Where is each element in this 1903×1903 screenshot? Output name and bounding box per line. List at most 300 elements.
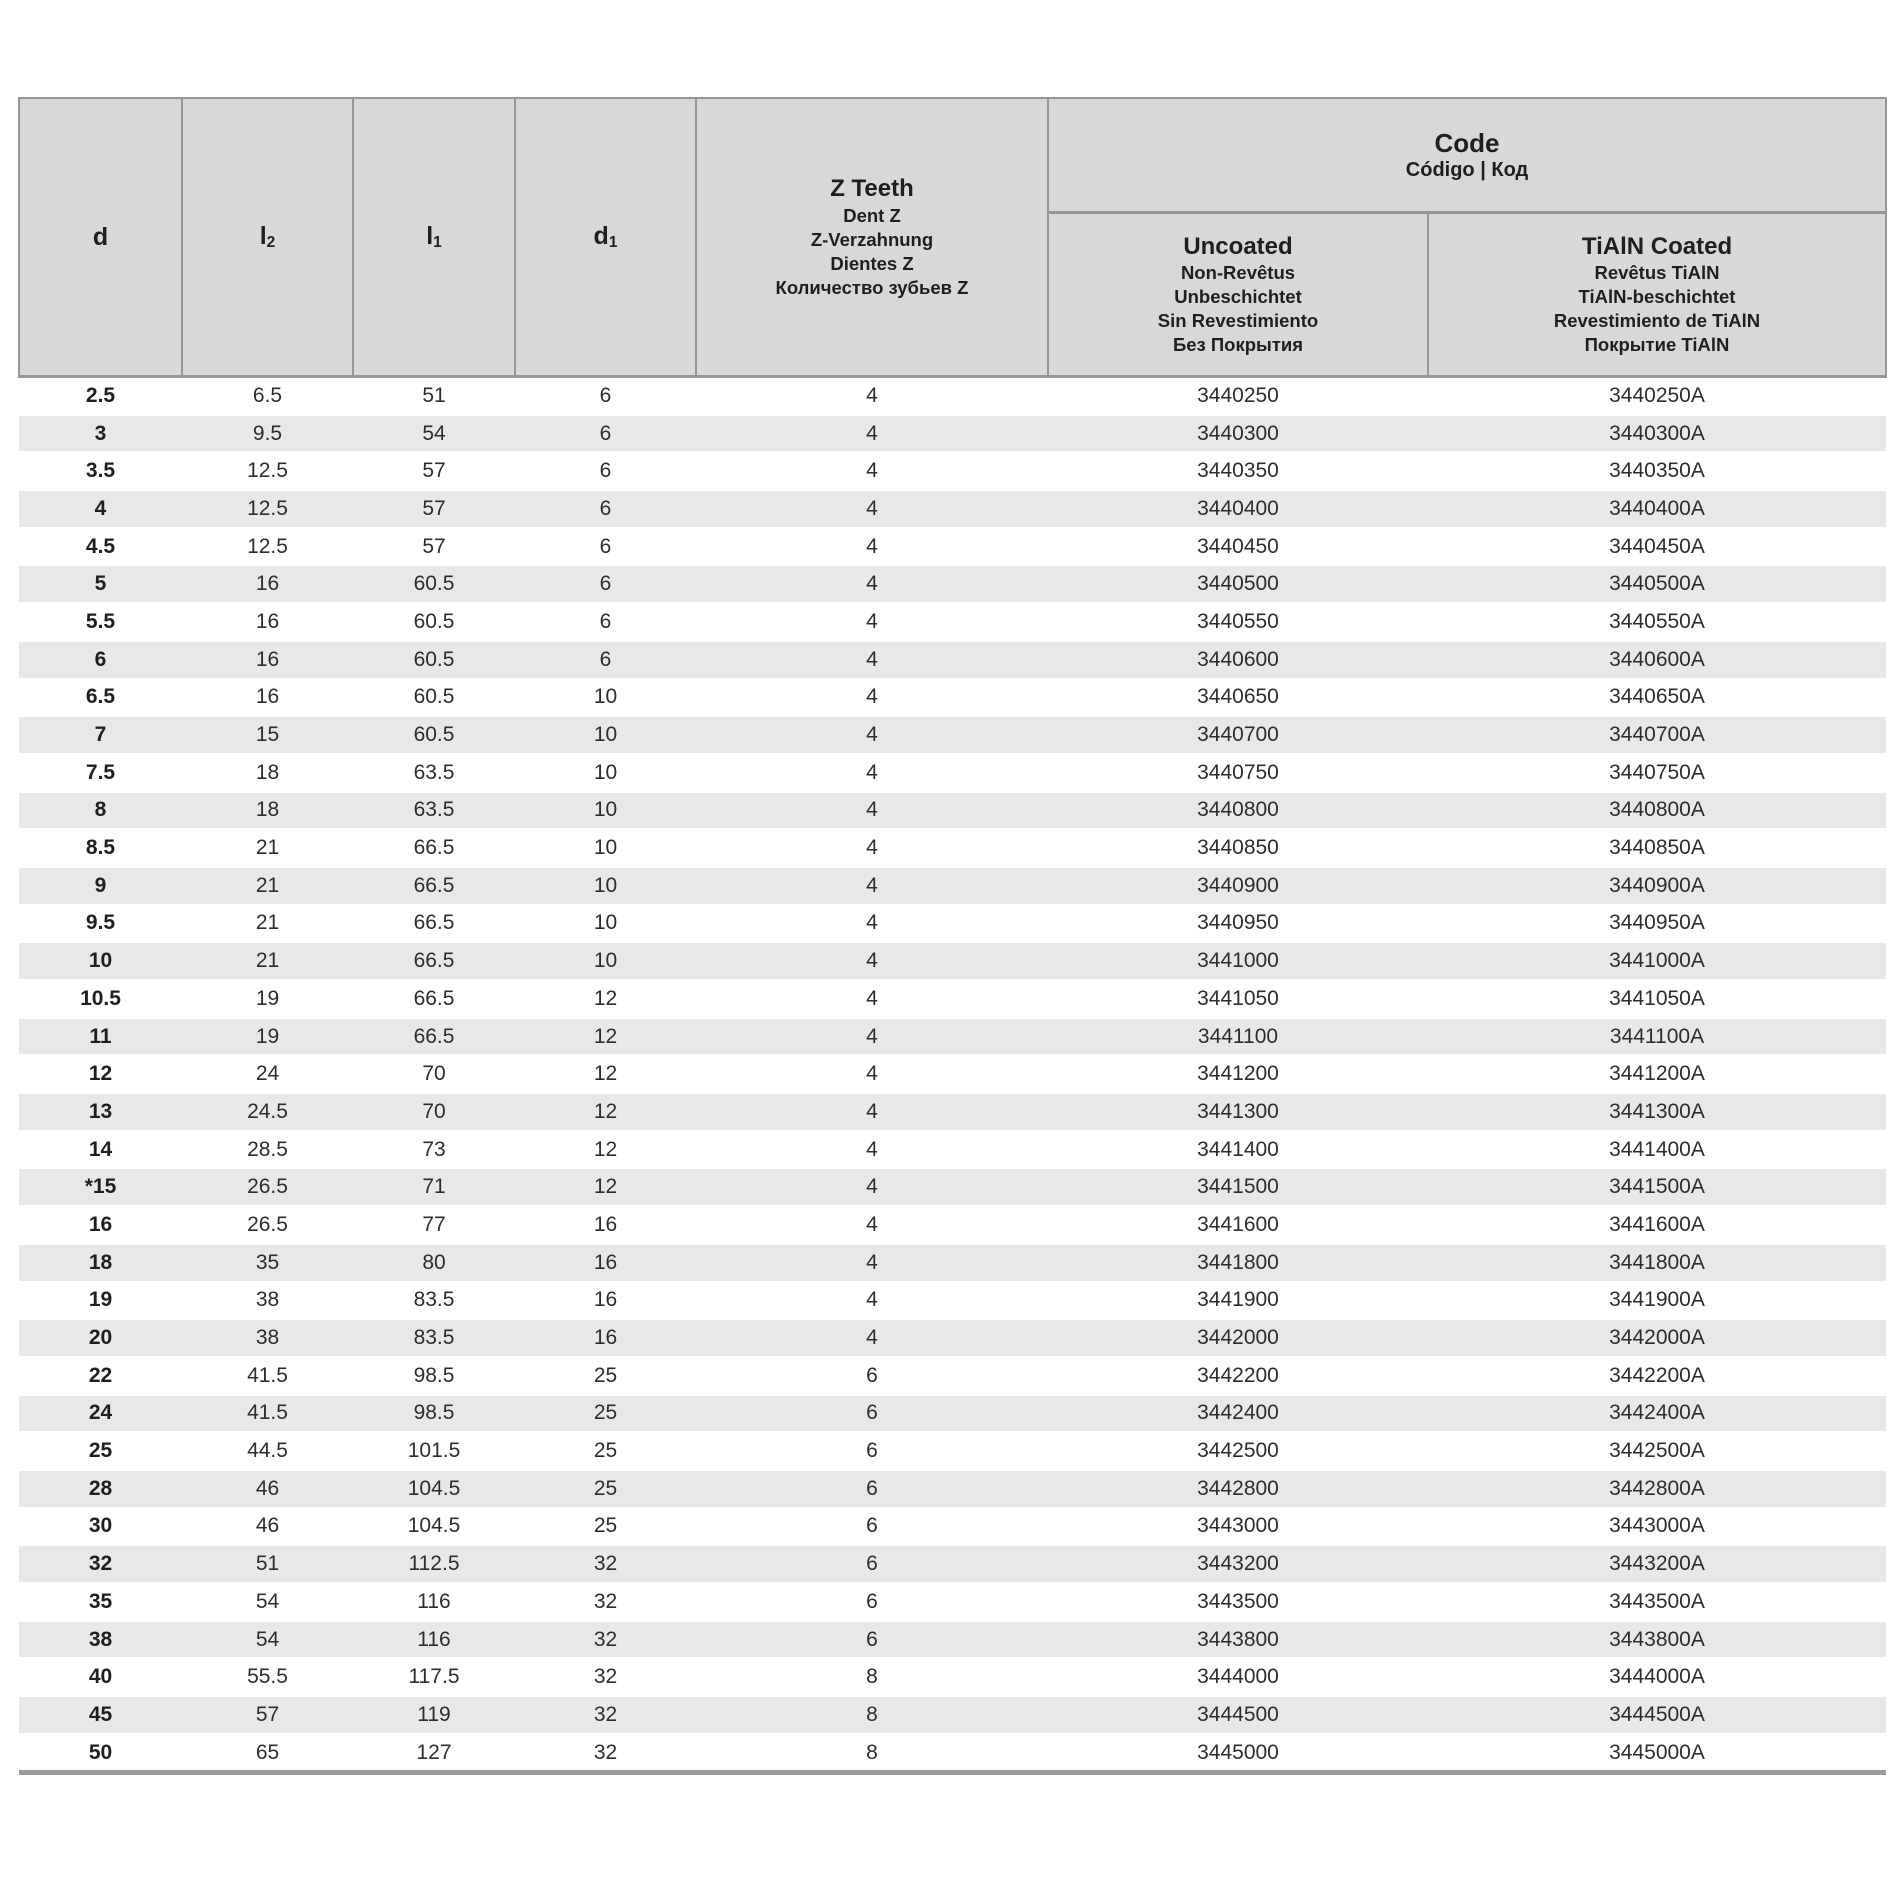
table-cell-l2: 6.5	[182, 377, 353, 415]
table-body	[19, 377, 1886, 1773]
table-cell-d: 11	[19, 1018, 182, 1056]
table-row	[19, 603, 1886, 641]
tialn-title: TiAlN Coated	[1581, 232, 1733, 260]
table-cell-l1: 70	[353, 1055, 515, 1093]
table-cell-code_tialn_coated: 3442200A	[1428, 1357, 1886, 1395]
table-cell-code_tialn_coated: 3440600A	[1428, 641, 1886, 679]
uncoated-subtitle-ru: Без Покрытия	[1172, 334, 1304, 356]
table-cell-l2: 41.5	[182, 1395, 353, 1433]
table-cell-d: 6.5	[19, 679, 182, 717]
table-cell-code_tialn_coated: 3443000A	[1428, 1508, 1886, 1546]
table-row	[19, 1282, 1886, 1320]
table-cell-d1: 32	[515, 1621, 696, 1659]
table-cell-d: 19	[19, 1282, 182, 1320]
table-row	[19, 905, 1886, 943]
table-cell-code_uncoated: 3441050	[1048, 980, 1428, 1018]
table-row	[19, 867, 1886, 905]
table-cell-code_tialn_coated: 3441400A	[1428, 1131, 1886, 1169]
table-row	[19, 1734, 1886, 1773]
table-cell-l2: 18	[182, 792, 353, 830]
table-cell-z_teeth: 6	[696, 1621, 1048, 1659]
table-cell-z_teeth: 4	[696, 1093, 1048, 1131]
table-cell-d: 4.5	[19, 528, 182, 566]
table-cell-l2: 19	[182, 980, 353, 1018]
table-cell-l2: 54	[182, 1621, 353, 1659]
table-row	[19, 490, 1886, 528]
table-cell-d: 50	[19, 1734, 182, 1773]
table-cell-d1: 6	[515, 603, 696, 641]
table-cell-z_teeth: 4	[696, 905, 1048, 943]
table-row	[19, 1621, 1886, 1659]
table-cell-code_uncoated: 3443500	[1048, 1583, 1428, 1621]
table-cell-l1: 66.5	[353, 905, 515, 943]
table-cell-d1: 16	[515, 1282, 696, 1320]
table-cell-d: 40	[19, 1658, 182, 1696]
table-cell-z_teeth: 4	[696, 829, 1048, 867]
table-cell-l2: 19	[182, 1018, 353, 1056]
table-cell-z_teeth: 4	[696, 754, 1048, 792]
table-cell-l2: 38	[182, 1282, 353, 1320]
table-cell-code_uncoated: 3440700	[1048, 716, 1428, 754]
table-row	[19, 1244, 1886, 1282]
z-teeth-subtitle-es: Dientes Z	[830, 252, 914, 274]
table-cell-code_tialn_coated: 3440700A	[1428, 716, 1886, 754]
table-cell-d: 2.5	[19, 377, 182, 415]
table-cell-code_tialn_coated: 3440250A	[1428, 377, 1886, 415]
table-cell-d: 6	[19, 641, 182, 679]
col-header-tialn-coated	[1428, 213, 1886, 377]
uncoated-subtitle-de: Unbeschichtet	[1174, 286, 1302, 308]
table-cell-l1: 101.5	[353, 1432, 515, 1470]
table-cell-l1: 98.5	[353, 1395, 515, 1433]
table-cell-code_tialn_coated: 3444500A	[1428, 1696, 1886, 1734]
table-cell-l1: 83.5	[353, 1282, 515, 1320]
table-cell-l1: 57	[353, 490, 515, 528]
table-cell-l1: 60.5	[353, 716, 515, 754]
table-cell-z_teeth: 4	[696, 792, 1048, 830]
table-cell-z_teeth: 6	[696, 1395, 1048, 1433]
table-cell-l1: 60.5	[353, 641, 515, 679]
table-cell-d: 3	[19, 415, 182, 453]
col-header-l1-base: l	[426, 222, 434, 251]
table-cell-d1: 32	[515, 1658, 696, 1696]
table-cell-d: 8	[19, 792, 182, 830]
table-cell-z_teeth: 4	[696, 565, 1048, 603]
table-cell-d1: 16	[515, 1206, 696, 1244]
table-cell-code_uncoated: 3445000	[1048, 1734, 1428, 1773]
table-cell-l2: 12.5	[182, 490, 353, 528]
table-cell-d: 13	[19, 1093, 182, 1131]
code-subtitle: Código | Код	[1405, 159, 1529, 182]
z-teeth-title: Z Teeth	[830, 175, 914, 203]
z-teeth-subtitle-fr: Dent Z	[843, 204, 901, 226]
table-row	[19, 1093, 1886, 1131]
table-cell-d1: 12	[515, 1093, 696, 1131]
table-cell-d: 10	[19, 942, 182, 980]
table-cell-code_uncoated: 3440300	[1048, 415, 1428, 453]
tialn-subtitle-fr: Revêtus TiAlN	[1594, 262, 1720, 284]
table-cell-d1: 10	[515, 867, 696, 905]
table-row	[19, 452, 1886, 490]
table-cell-code_uncoated: 3440600	[1048, 641, 1428, 679]
table-cell-l1: 60.5	[353, 679, 515, 717]
table-cell-l2: 12.5	[182, 452, 353, 490]
table-cell-d1: 10	[515, 942, 696, 980]
table-cell-code_uncoated: 3441400	[1048, 1131, 1428, 1169]
table-cell-code_tialn_coated: 3441900A	[1428, 1282, 1886, 1320]
table-cell-code_uncoated: 3442000	[1048, 1319, 1428, 1357]
table-cell-l2: 21	[182, 867, 353, 905]
table-row	[19, 980, 1886, 1018]
table-cell-d: 30	[19, 1508, 182, 1546]
table-cell-l2: 21	[182, 829, 353, 867]
table-row	[19, 1508, 1886, 1546]
table-cell-z_teeth: 8	[696, 1658, 1048, 1696]
table-cell-code_uncoated: 3443000	[1048, 1508, 1428, 1546]
table-row	[19, 1168, 1886, 1206]
table-cell-z_teeth: 6	[696, 1583, 1048, 1621]
table-cell-code_uncoated: 3442400	[1048, 1395, 1428, 1433]
table-cell-l1: 63.5	[353, 754, 515, 792]
table-cell-z_teeth: 6	[696, 1432, 1048, 1470]
table-cell-z_teeth: 4	[696, 528, 1048, 566]
tialn-subtitle-es: Revestimiento de TiAlN	[1553, 310, 1761, 332]
table-cell-d: 16	[19, 1206, 182, 1244]
table-cell-d1: 25	[515, 1395, 696, 1433]
table-cell-code_tialn_coated: 3441050A	[1428, 980, 1886, 1018]
table-cell-z_teeth: 8	[696, 1734, 1048, 1773]
table-cell-code_tialn_coated: 3444000A	[1428, 1658, 1886, 1696]
table-cell-d1: 12	[515, 1055, 696, 1093]
table-cell-d1: 6	[515, 528, 696, 566]
table-cell-l2: 54	[182, 1583, 353, 1621]
table-row	[19, 1055, 1886, 1093]
table-cell-l1: 51	[353, 377, 515, 415]
table-cell-z_teeth: 4	[696, 1018, 1048, 1056]
table-cell-code_uncoated: 3440900	[1048, 867, 1428, 905]
table-cell-l1: 57	[353, 452, 515, 490]
table-cell-code_uncoated: 3441300	[1048, 1093, 1428, 1131]
table-cell-code_uncoated: 3441900	[1048, 1282, 1428, 1320]
tialn-subtitle-de: TiAlN-beschichtet	[1578, 286, 1736, 308]
table-row	[19, 792, 1886, 830]
table-cell-code_tialn_coated: 3441300A	[1428, 1093, 1886, 1131]
table-cell-l2: 41.5	[182, 1357, 353, 1395]
table-cell-l2: 21	[182, 905, 353, 943]
table-cell-l1: 83.5	[353, 1319, 515, 1357]
table-cell-code_tialn_coated: 3441200A	[1428, 1055, 1886, 1093]
col-header-d1-subscript: 1	[608, 233, 618, 251]
table-cell-code_tialn_coated: 3440500A	[1428, 565, 1886, 603]
table-cell-code_uncoated: 3444000	[1048, 1658, 1428, 1696]
table-cell-l1: 60.5	[353, 603, 515, 641]
table-row	[19, 1658, 1886, 1696]
table-cell-d: 12	[19, 1055, 182, 1093]
table-cell-d: 8.5	[19, 829, 182, 867]
table-cell-l1: 66.5	[353, 980, 515, 1018]
col-header-l2-base: l	[259, 222, 267, 251]
table-cell-code_uncoated: 3444500	[1048, 1696, 1428, 1734]
table-cell-d: 18	[19, 1244, 182, 1282]
table-cell-code_tialn_coated: 3440850A	[1428, 829, 1886, 867]
table-cell-d1: 12	[515, 980, 696, 1018]
table-cell-d: 24	[19, 1395, 182, 1433]
table-cell-z_teeth: 4	[696, 490, 1048, 528]
table-cell-d1: 12	[515, 1018, 696, 1056]
z-teeth-subtitle-de: Z-Verzahnung	[810, 228, 934, 250]
table-cell-d1: 10	[515, 792, 696, 830]
table-cell-code_tialn_coated: 3440950A	[1428, 905, 1886, 943]
col-header-z-teeth	[696, 98, 1048, 377]
table-cell-code_tialn_coated: 3441800A	[1428, 1244, 1886, 1282]
table-cell-d: 5.5	[19, 603, 182, 641]
table-cell-z_teeth: 4	[696, 1168, 1048, 1206]
table-cell-d: 7	[19, 716, 182, 754]
table-cell-code_tialn_coated: 3442800A	[1428, 1470, 1886, 1508]
table-cell-l1: 57	[353, 528, 515, 566]
table-row	[19, 377, 1886, 415]
table-cell-z_teeth: 4	[696, 679, 1048, 717]
table-cell-code_uncoated: 3443800	[1048, 1621, 1428, 1659]
table-cell-d: 9	[19, 867, 182, 905]
table-cell-code_uncoated: 3441200	[1048, 1055, 1428, 1093]
table-cell-d1: 10	[515, 679, 696, 717]
table-cell-d1: 6	[515, 641, 696, 679]
table-cell-l2: 12.5	[182, 528, 353, 566]
table-cell-l2: 16	[182, 641, 353, 679]
table-cell-code_tialn_coated: 3441600A	[1428, 1206, 1886, 1244]
table-cell-d1: 32	[515, 1583, 696, 1621]
table-cell-l1: 71	[353, 1168, 515, 1206]
table-cell-code_tialn_coated: 3445000A	[1428, 1734, 1886, 1773]
table-cell-z_teeth: 4	[696, 1131, 1048, 1169]
table-cell-l1: 66.5	[353, 942, 515, 980]
col-header-uncoated	[1048, 213, 1428, 377]
table-row	[19, 1018, 1886, 1056]
table-cell-d1: 25	[515, 1508, 696, 1546]
table-cell-d: 22	[19, 1357, 182, 1395]
table-cell-z_teeth: 6	[696, 1545, 1048, 1583]
table-cell-code_uncoated: 3441100	[1048, 1018, 1428, 1056]
table-cell-l2: 28.5	[182, 1131, 353, 1169]
table-cell-l2: 44.5	[182, 1432, 353, 1470]
table-cell-l2: 51	[182, 1545, 353, 1583]
table-cell-z_teeth: 6	[696, 1508, 1048, 1546]
col-header-d1-base: d	[593, 222, 609, 251]
z-teeth-subtitle-ru: Количество зубьев Z	[775, 276, 969, 298]
table-cell-code_uncoated: 3440500	[1048, 565, 1428, 603]
table-cell-l1: 77	[353, 1206, 515, 1244]
col-header-d	[19, 98, 182, 377]
table-cell-d: 28	[19, 1470, 182, 1508]
table-cell-d1: 10	[515, 754, 696, 792]
table-cell-l1: 119	[353, 1696, 515, 1734]
table-header	[19, 98, 1886, 377]
table-cell-d1: 32	[515, 1696, 696, 1734]
table-row	[19, 1696, 1886, 1734]
table-cell-d1: 10	[515, 829, 696, 867]
table-cell-d: 45	[19, 1696, 182, 1734]
table-cell-l1: 112.5	[353, 1545, 515, 1583]
table-cell-l2: 24	[182, 1055, 353, 1093]
table-cell-code_tialn_coated: 3440400A	[1428, 490, 1886, 528]
table-cell-code_tialn_coated: 3440300A	[1428, 415, 1886, 453]
table-cell-d: 9.5	[19, 905, 182, 943]
table-row	[19, 716, 1886, 754]
table-cell-code_uncoated: 3440450	[1048, 528, 1428, 566]
table-cell-d: 14	[19, 1131, 182, 1169]
table-cell-z_teeth: 4	[696, 377, 1048, 415]
table-cell-l1: 66.5	[353, 829, 515, 867]
table-row	[19, 829, 1886, 867]
table-cell-d: 7.5	[19, 754, 182, 792]
table-row	[19, 754, 1886, 792]
table-cell-code_tialn_coated: 3440750A	[1428, 754, 1886, 792]
table-row	[19, 1395, 1886, 1433]
table-cell-code_tialn_coated: 3440350A	[1428, 452, 1886, 490]
table-cell-l2: 15	[182, 716, 353, 754]
table-cell-z_teeth: 4	[696, 867, 1048, 905]
table-cell-d: 32	[19, 1545, 182, 1583]
col-header-l2-subscript: 2	[266, 233, 276, 251]
table-row	[19, 415, 1886, 453]
table-cell-l2: 26.5	[182, 1168, 353, 1206]
table-cell-z_teeth: 6	[696, 1357, 1048, 1395]
table-cell-l2: 9.5	[182, 415, 353, 453]
table-cell-z_teeth: 4	[696, 1206, 1048, 1244]
table-cell-d: 25	[19, 1432, 182, 1470]
table-cell-code_uncoated: 3440250	[1048, 377, 1428, 415]
table-cell-code_tialn_coated: 3440650A	[1428, 679, 1886, 717]
table-cell-l1: 116	[353, 1583, 515, 1621]
table-cell-l1: 80	[353, 1244, 515, 1282]
table-cell-l1: 73	[353, 1131, 515, 1169]
table-cell-d1: 6	[515, 415, 696, 453]
table-row	[19, 1319, 1886, 1357]
table-cell-l2: 35	[182, 1244, 353, 1282]
table-cell-d: 20	[19, 1319, 182, 1357]
table-cell-code_tialn_coated: 3442000A	[1428, 1319, 1886, 1357]
table-cell-d1: 16	[515, 1319, 696, 1357]
table-row	[19, 1545, 1886, 1583]
table-cell-z_teeth: 4	[696, 641, 1048, 679]
table-cell-code_tialn_coated: 3440550A	[1428, 603, 1886, 641]
table-cell-z_teeth: 4	[696, 716, 1048, 754]
table-cell-code_tialn_coated: 3443500A	[1428, 1583, 1886, 1621]
table-row	[19, 1131, 1886, 1169]
table-cell-d1: 6	[515, 565, 696, 603]
table-row	[19, 1470, 1886, 1508]
table-cell-code_tialn_coated: 3441000A	[1428, 942, 1886, 980]
table-row	[19, 1206, 1886, 1244]
col-header-l2	[182, 98, 353, 377]
table-cell-code_uncoated: 3441500	[1048, 1168, 1428, 1206]
col-header-d-label: d	[92, 222, 109, 251]
col-header-l1	[353, 98, 515, 377]
table-row	[19, 679, 1886, 717]
table-cell-code_uncoated: 3440850	[1048, 829, 1428, 867]
table-cell-z_teeth: 4	[696, 1282, 1048, 1320]
table-cell-z_teeth: 8	[696, 1696, 1048, 1734]
table-cell-code_uncoated: 3441600	[1048, 1206, 1428, 1244]
table-cell-l2: 21	[182, 942, 353, 980]
table-cell-d1: 6	[515, 452, 696, 490]
table-cell-code_uncoated: 3441800	[1048, 1244, 1428, 1282]
table-cell-d: 5	[19, 565, 182, 603]
table-row	[19, 528, 1886, 566]
table-cell-l2: 18	[182, 754, 353, 792]
table-cell-d1: 12	[515, 1131, 696, 1169]
table-cell-d: 10.5	[19, 980, 182, 1018]
table-cell-l1: 104.5	[353, 1508, 515, 1546]
table-row	[19, 942, 1886, 980]
table-row	[19, 1583, 1886, 1621]
table-cell-l2: 24.5	[182, 1093, 353, 1131]
table-cell-z_teeth: 4	[696, 980, 1048, 1018]
uncoated-subtitle-es: Sin Revestimiento	[1157, 310, 1319, 332]
table-row	[19, 1432, 1886, 1470]
table-cell-d: 4	[19, 490, 182, 528]
col-header-code	[1048, 98, 1886, 213]
table-cell-code_tialn_coated: 3443800A	[1428, 1621, 1886, 1659]
table-cell-l2: 26.5	[182, 1206, 353, 1244]
table-cell-code_uncoated: 3440750	[1048, 754, 1428, 792]
table-cell-l1: 98.5	[353, 1357, 515, 1395]
table-cell-z_teeth: 4	[696, 603, 1048, 641]
table-cell-d1: 12	[515, 1168, 696, 1206]
table-cell-code_tialn_coated: 3442400A	[1428, 1395, 1886, 1433]
table-cell-l1: 54	[353, 415, 515, 453]
table-cell-code_tialn_coated: 3440450A	[1428, 528, 1886, 566]
table-row	[19, 1357, 1886, 1395]
col-header-d1	[515, 98, 696, 377]
table-cell-d: 3.5	[19, 452, 182, 490]
table-cell-code_uncoated: 3440550	[1048, 603, 1428, 641]
table-cell-l1: 63.5	[353, 792, 515, 830]
table-cell-l2: 55.5	[182, 1658, 353, 1696]
table-cell-d1: 16	[515, 1244, 696, 1282]
table-cell-l1: 66.5	[353, 1018, 515, 1056]
table-cell-l1: 66.5	[353, 867, 515, 905]
table-cell-l2: 57	[182, 1696, 353, 1734]
table-cell-d1: 10	[515, 716, 696, 754]
table-cell-d1: 10	[515, 905, 696, 943]
table-cell-l2: 38	[182, 1319, 353, 1357]
table-cell-z_teeth: 4	[696, 452, 1048, 490]
table-cell-code_uncoated: 3441000	[1048, 942, 1428, 980]
table-cell-l1: 104.5	[353, 1470, 515, 1508]
table-cell-code_tialn_coated: 3441100A	[1428, 1018, 1886, 1056]
dimension-code-table	[18, 97, 1887, 1775]
table-cell-l1: 70	[353, 1093, 515, 1131]
table-cell-l2: 16	[182, 603, 353, 641]
table-cell-l2: 46	[182, 1470, 353, 1508]
table-cell-l2: 46	[182, 1508, 353, 1546]
table-cell-d: 38	[19, 1621, 182, 1659]
uncoated-subtitle-fr: Non-Revêtus	[1180, 262, 1296, 284]
table-cell-z_teeth: 4	[696, 1319, 1048, 1357]
table-cell-z_teeth: 4	[696, 942, 1048, 980]
table-cell-code_uncoated: 3440400	[1048, 490, 1428, 528]
table-cell-code_uncoated: 3442500	[1048, 1432, 1428, 1470]
code-title: Code	[1434, 127, 1500, 158]
table-cell-z_teeth: 4	[696, 1055, 1048, 1093]
table-cell-code_uncoated: 3440800	[1048, 792, 1428, 830]
table-cell-l2: 16	[182, 565, 353, 603]
table-cell-d1: 25	[515, 1470, 696, 1508]
catalog-table	[18, 97, 1885, 1775]
table-row	[19, 641, 1886, 679]
